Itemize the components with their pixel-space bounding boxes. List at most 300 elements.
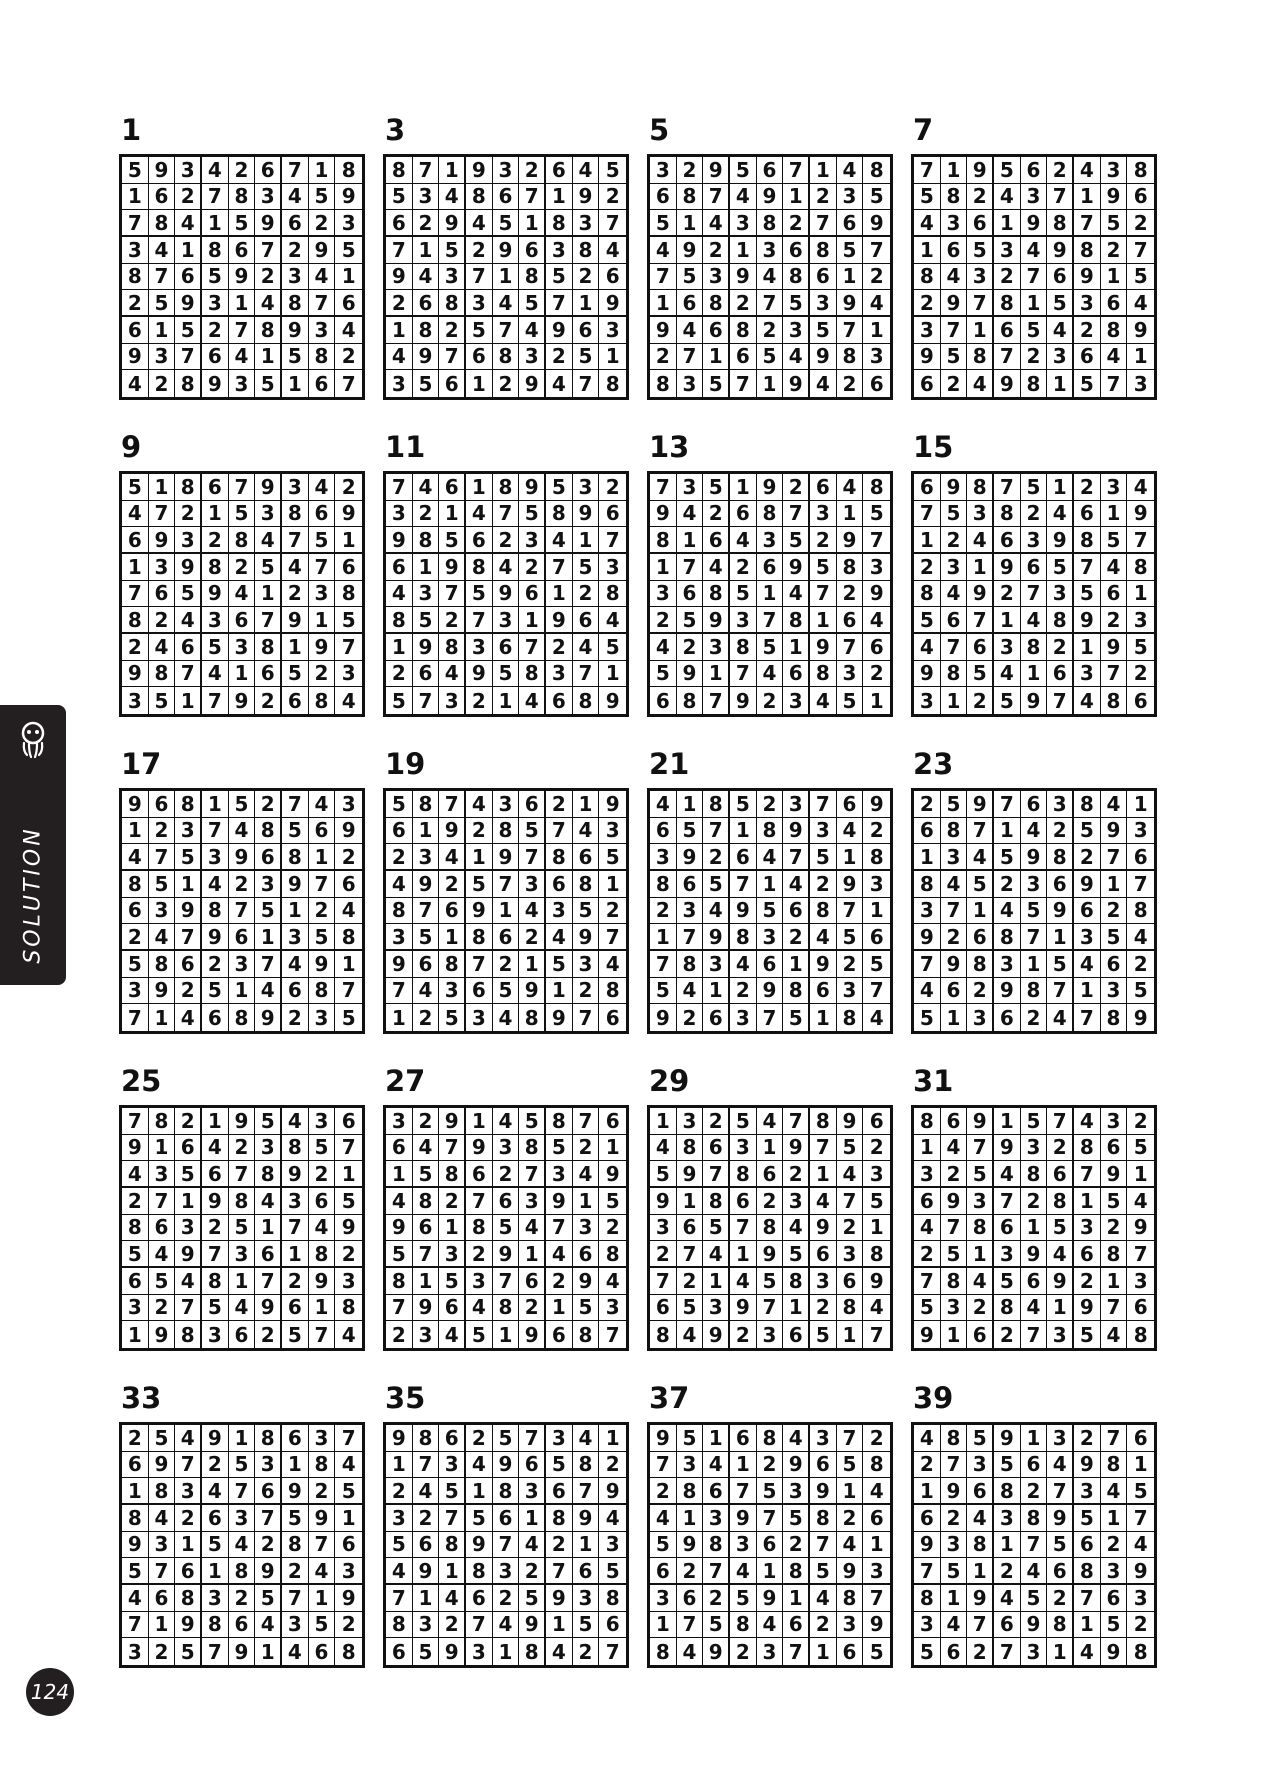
sudoku-cell: 4	[439, 184, 466, 211]
sudoku-cell: 9	[650, 501, 677, 528]
sudoku-cell: 2	[1047, 157, 1074, 184]
sudoku-cell: 8	[519, 1135, 546, 1162]
sudoku-cell: 2	[282, 1268, 309, 1295]
sudoku-cell: 5	[202, 1532, 229, 1559]
sudoku-cell: 9	[783, 818, 810, 845]
sudoku-cell: 2	[229, 1585, 256, 1612]
sudoku-cell: 4	[466, 210, 493, 237]
sudoku-cell: 6	[175, 1558, 202, 1585]
sudoku-cell: 3	[967, 1452, 994, 1479]
sudoku-cell: 6	[605, 1005, 620, 1030]
sudoku-cell: 6	[309, 818, 336, 845]
sudoku-cell: 5	[810, 1558, 837, 1585]
sudoku-cell: 1	[519, 607, 546, 634]
sudoku-cell: 3	[466, 1638, 493, 1665]
sudoku-cell: 6	[439, 474, 466, 501]
sudoku-cell: 1	[122, 1321, 149, 1348]
sudoku-cell: 4	[546, 924, 573, 951]
sudoku-cell: 6	[837, 1268, 864, 1295]
sudoku-cell: 8	[1127, 554, 1154, 581]
sudoku-cell: 5	[341, 1005, 356, 1030]
sudoku-cell: 7	[757, 607, 784, 634]
sudoku-cell: 7	[1047, 1478, 1074, 1505]
sudoku-grid	[911, 788, 1157, 1034]
sudoku-cell: 8	[1047, 844, 1074, 871]
sudoku-cell: 1	[335, 264, 362, 291]
sudoku-cell: 1	[386, 1004, 413, 1031]
sudoku-cell: 8	[677, 184, 704, 211]
sudoku-cell: 4	[229, 581, 256, 608]
sudoku-cell: 8	[341, 1639, 356, 1664]
sudoku-cell: 4	[810, 370, 837, 397]
sudoku-cell: 6	[282, 687, 309, 714]
sudoku-cell: 9	[783, 1135, 810, 1162]
sudoku-cell: 3	[677, 370, 704, 397]
sudoku-cell: 4	[1101, 1478, 1128, 1505]
sudoku-cell: 9	[282, 871, 309, 898]
sudoku-cell: 5	[122, 951, 149, 978]
sudoku-cell: 6	[519, 1268, 546, 1295]
sudoku-cell: 9	[1074, 871, 1101, 898]
sudoku-cell: 1	[519, 210, 546, 237]
sudoku-cell: 7	[439, 344, 466, 371]
sudoku-cell: 8	[546, 1108, 573, 1135]
sudoku-cell: 3	[255, 184, 282, 211]
sudoku-cell: 9	[1047, 1505, 1074, 1532]
sudoku-cell: 5	[869, 1639, 884, 1664]
sudoku-cell: 2	[439, 871, 466, 898]
sudoku-cell: 9	[229, 1638, 256, 1665]
sudoku-cell: 5	[229, 210, 256, 237]
sudoku-cell: 6	[810, 1452, 837, 1479]
sudoku-grid	[383, 154, 629, 400]
sudoku-cell: 7	[255, 951, 282, 978]
sudoku-cell: 9	[386, 527, 413, 554]
sudoku-cell: 8	[810, 1505, 837, 1532]
sudoku-cell: 6	[255, 1241, 282, 1268]
sudoku-cell: 2	[122, 634, 149, 661]
sudoku-cell: 2	[599, 184, 626, 211]
sudoku-cell: 9	[493, 844, 520, 871]
sudoku-cell: 8	[677, 1478, 704, 1505]
sudoku-cell: 6	[941, 607, 968, 634]
sudoku-cell: 8	[546, 1505, 573, 1532]
sudoku-cell: 5	[122, 1558, 149, 1585]
sudoku-cell: 4	[493, 1108, 520, 1135]
sudoku-cell: 2	[783, 474, 810, 501]
sudoku-cell: 2	[677, 1004, 704, 1031]
sudoku-cell: 9	[519, 1321, 546, 1348]
sudoku-cell: 2	[413, 1108, 440, 1135]
sudoku-cell: 4	[439, 1585, 466, 1612]
sudoku-cell: 5	[519, 501, 546, 528]
sudoku-cell: 2	[573, 978, 600, 1005]
sudoku-cell: 6	[730, 844, 757, 871]
sudoku-cell: 9	[175, 898, 202, 925]
sudoku-cell: 6	[519, 237, 546, 264]
sudoku-cell: 6	[229, 924, 256, 951]
sudoku-cell: 7	[546, 818, 573, 845]
sudoku-cell: 4	[967, 527, 994, 554]
sudoku-cell: 7	[703, 184, 730, 211]
sudoku-cell: 1	[941, 157, 968, 184]
sudoku-cell: 7	[282, 527, 309, 554]
sudoku-cell: 1	[1021, 661, 1048, 688]
sudoku-grid	[383, 788, 629, 1034]
sudoku-cell: 8	[175, 1585, 202, 1612]
sudoku-cell: 3	[282, 474, 309, 501]
sudoku-cell: 1	[546, 1295, 573, 1322]
sudoku-cell: 6	[599, 264, 626, 291]
sudoku-cell: 1	[869, 688, 884, 713]
sudoku-cell: 7	[1074, 210, 1101, 237]
sudoku-cell: 6	[493, 634, 520, 661]
sudoku-cell: 4	[914, 634, 941, 661]
sudoku-cell: 3	[757, 237, 784, 264]
sudoku-cell: 5	[493, 1215, 520, 1242]
sudoku-cell: 9	[1047, 898, 1074, 925]
sudoku-cell: 2	[175, 184, 202, 211]
sudoku-cell: 9	[730, 1505, 757, 1532]
sudoku-cell: 5	[282, 1321, 309, 1348]
sudoku-cell: 3	[546, 1161, 573, 1188]
sudoku-cell: 3	[439, 1241, 466, 1268]
sudoku-cell: 7	[341, 371, 356, 396]
sudoku-cell: 8	[810, 1108, 837, 1135]
sudoku-cell: 5	[730, 791, 757, 818]
sudoku-cell: 3	[282, 264, 309, 291]
sudoku-cell: 6	[546, 1478, 573, 1505]
sudoku-cell: 9	[650, 1425, 677, 1452]
sudoku-cell: 7	[149, 1188, 176, 1215]
sudoku-cell: 6	[730, 1188, 757, 1215]
sudoku-cell: 4	[413, 264, 440, 291]
sudoku-cell: 2	[466, 237, 493, 264]
sudoku-cell: 5	[255, 554, 282, 581]
sudoku-cell: 4	[914, 1425, 941, 1452]
sudoku-grid	[119, 1105, 365, 1351]
sudoku-cell: 4	[229, 818, 256, 845]
sudoku-cell: 2	[914, 791, 941, 818]
sudoku-cell: 3	[994, 1505, 1021, 1532]
sudoku-cell: 7	[863, 978, 890, 1005]
sudoku-cell: 5	[413, 607, 440, 634]
sudoku-cell: 4	[413, 1478, 440, 1505]
sudoku-cell: 4	[941, 871, 968, 898]
sudoku-cell: 5	[282, 344, 309, 371]
sudoku-cell: 8	[1047, 1188, 1074, 1215]
sudoku-cell: 7	[1127, 871, 1154, 898]
sudoku-cell: 2	[546, 634, 573, 661]
sudoku-cell: 3	[1101, 978, 1128, 1005]
sudoku-cell: 8	[730, 924, 757, 951]
sudoku-cell: 4	[1047, 317, 1074, 344]
sudoku-cell: 1	[810, 607, 837, 634]
sudoku-cell: 4	[703, 1452, 730, 1479]
sudoku-cell: 9	[282, 1478, 309, 1505]
sudoku-cell: 1	[757, 1558, 784, 1585]
sudoku-cell: 6	[335, 554, 362, 581]
sudoku-cell: 1	[783, 634, 810, 661]
sudoku-cell: 2	[1101, 607, 1128, 634]
sudoku-cell: 8	[122, 1505, 149, 1532]
sudoku-cell: 5	[1047, 554, 1074, 581]
sudoku-cell: 2	[810, 184, 837, 211]
sudoku-cell: 5	[914, 184, 941, 211]
sudoku-cell: 6	[783, 898, 810, 925]
sudoku-cell: 9	[863, 1268, 890, 1295]
sudoku-cell: 8	[282, 1532, 309, 1559]
sudoku-cell: 2	[837, 370, 864, 397]
sudoku-cell: 3	[1021, 1638, 1048, 1665]
page-number: 124	[30, 1680, 70, 1704]
sudoku-cell: 9	[309, 1505, 336, 1532]
sudoku-cell: 5	[335, 1478, 362, 1505]
sudoku-cell: 5	[863, 1188, 890, 1215]
sudoku-cell: 5	[573, 344, 600, 371]
sudoku-cell: 9	[1101, 818, 1128, 845]
sudoku-cell: 8	[519, 1638, 546, 1665]
sudoku-cell: 5	[282, 661, 309, 688]
sudoku-cell: 7	[863, 237, 890, 264]
sudoku-cell: 6	[229, 1612, 256, 1639]
sudoku-cell: 9	[1021, 210, 1048, 237]
sudoku-cell: 9	[703, 1638, 730, 1665]
sudoku-cell: 8	[546, 501, 573, 528]
sudoku-cell: 7	[941, 898, 968, 925]
sudoku-cell: 3	[914, 317, 941, 344]
sudoku-cell: 2	[914, 1452, 941, 1479]
sudoku-cell: 1	[810, 1004, 837, 1031]
sudoku-cell: 5	[650, 1532, 677, 1559]
sudoku-cell: 8	[783, 1558, 810, 1585]
sudoku-cell: 1	[493, 1321, 520, 1348]
sudoku-cell: 4	[757, 661, 784, 688]
sudoku-cell: 2	[967, 184, 994, 211]
sudoku-cell: 8	[573, 1452, 600, 1479]
sudoku-cell: 2	[386, 844, 413, 871]
sudoku-cell: 4	[783, 871, 810, 898]
sudoku-cell: 5	[941, 1241, 968, 1268]
sudoku-cell: 1	[703, 344, 730, 371]
sudoku-cell: 3	[1021, 871, 1048, 898]
sudoku-cell: 3	[202, 1321, 229, 1348]
sudoku-cell: 1	[677, 1505, 704, 1532]
sudoku-cell: 8	[413, 527, 440, 554]
sudoku-cell: 2	[941, 1505, 968, 1532]
sudoku-cell: 2	[466, 818, 493, 845]
sudoku-cell: 9	[730, 898, 757, 925]
sudoku-cell: 9	[439, 818, 466, 845]
sudoku-cell: 2	[202, 527, 229, 554]
sudoku-cell: 7	[1021, 924, 1048, 951]
sudoku-cell: 9	[599, 290, 626, 317]
sudoku-cell: 6	[386, 1638, 413, 1665]
sudoku-cell: 6	[546, 871, 573, 898]
sudoku-cell: 1	[703, 978, 730, 1005]
sudoku-cell: 3	[519, 1478, 546, 1505]
sudoku-cell: 8	[599, 978, 626, 1005]
puzzle-number: 11	[385, 430, 426, 464]
sudoku-cell: 7	[466, 1612, 493, 1639]
sudoku-cell: 6	[863, 924, 890, 951]
sudoku-cell: 8	[573, 1321, 600, 1348]
sudoku-cell: 2	[1127, 1612, 1154, 1639]
sudoku-cell: 9	[573, 501, 600, 528]
sudoku-cell: 8	[202, 1268, 229, 1295]
sudoku-cell: 9	[605, 688, 620, 713]
sudoku-cell: 9	[546, 1585, 573, 1612]
sudoku-cell: 5	[783, 527, 810, 554]
sudoku-cell: 7	[677, 344, 704, 371]
sudoku-cell: 9	[941, 1478, 968, 1505]
sudoku-cell: 4	[386, 1188, 413, 1215]
sudoku-cell: 5	[914, 1638, 941, 1665]
sudoku-cell: 3	[413, 184, 440, 211]
sudoku-cell: 3	[175, 1478, 202, 1505]
sudoku-cell: 6	[967, 924, 994, 951]
sudoku-cell: 3	[783, 687, 810, 714]
sudoku-cell: 3	[335, 791, 362, 818]
sudoku-cell: 5	[335, 237, 362, 264]
sudoku-cell: 2	[466, 687, 493, 714]
sudoku-cell: 4	[1021, 1558, 1048, 1585]
sudoku-cell: 2	[757, 1452, 784, 1479]
sudoku-cell: 1	[519, 1505, 546, 1532]
sudoku-cell: 4	[599, 607, 626, 634]
sudoku-cell: 8	[1021, 978, 1048, 1005]
sudoku-cell: 3	[810, 290, 837, 317]
sudoku-cell: 6	[994, 1215, 1021, 1242]
sudoku-cell: 9	[386, 264, 413, 291]
sudoku-cell: 8	[863, 474, 890, 501]
sudoku-cell: 8	[650, 370, 677, 397]
sudoku-cell: 1	[413, 1268, 440, 1295]
sudoku-cell: 7	[309, 554, 336, 581]
sudoku-cell: 5	[1074, 818, 1101, 845]
sudoku-cell: 6	[229, 237, 256, 264]
sudoku-cell: 9	[309, 951, 336, 978]
sudoku-cell: 7	[1127, 1241, 1154, 1268]
sudoku-cell: 4	[175, 1004, 202, 1031]
sudoku-cell: 4	[1127, 1532, 1154, 1559]
sudoku-cell: 4	[341, 688, 356, 713]
sudoku-cell: 8	[599, 1241, 626, 1268]
sudoku-cell: 9	[1101, 1161, 1128, 1188]
sudoku-cell: 5	[386, 687, 413, 714]
sudoku-cell: 1	[309, 844, 336, 871]
sudoku-cell: 9	[255, 474, 282, 501]
sudoku-cell: 9	[309, 1268, 336, 1295]
sudoku-cell: 2	[599, 1452, 626, 1479]
sudoku-cell: 1	[386, 1452, 413, 1479]
sudoku-cell: 7	[546, 290, 573, 317]
sudoku-cell: 8	[757, 501, 784, 528]
sudoku-cell: 9	[335, 1215, 362, 1242]
sudoku-cell: 6	[1074, 1532, 1101, 1559]
sudoku-cell: 5	[413, 924, 440, 951]
sudoku-cell: 7	[941, 634, 968, 661]
sudoku-cell: 2	[282, 1558, 309, 1585]
sudoku-cell: 4	[703, 554, 730, 581]
sudoku-cell: 7	[335, 634, 362, 661]
sudoku-cell: 5	[255, 370, 282, 397]
sudoku-cell: 4	[309, 264, 336, 291]
sudoku-cell: 9	[122, 661, 149, 688]
sudoku-cell: 7	[967, 1135, 994, 1162]
sudoku-cell: 4	[730, 1558, 757, 1585]
side-tab	[0, 705, 66, 985]
sudoku-cell: 2	[837, 1215, 864, 1242]
sudoku-cell: 8	[914, 871, 941, 898]
sudoku-cell: 1	[994, 1532, 1021, 1559]
sudoku-cell: 9	[914, 344, 941, 371]
sudoku-cell: 2	[255, 1532, 282, 1559]
sudoku-cell: 2	[493, 1161, 520, 1188]
sudoku-cell: 5	[493, 661, 520, 688]
sudoku-cell: 8	[914, 1585, 941, 1612]
sudoku-cell: 6	[783, 661, 810, 688]
sudoku-cell: 1	[519, 1241, 546, 1268]
sudoku-cell: 1	[650, 290, 677, 317]
sudoku-cell: 7	[810, 581, 837, 608]
sudoku-cell: 4	[229, 344, 256, 371]
sudoku-cell: 1	[837, 501, 864, 528]
sudoku-cell: 6	[941, 1638, 968, 1665]
sudoku-cell: 2	[1047, 634, 1074, 661]
sudoku-cell: 1	[1127, 1452, 1154, 1479]
sudoku-cell: 9	[573, 1268, 600, 1295]
sudoku-cell: 8	[914, 1108, 941, 1135]
sudoku-cell: 2	[573, 1638, 600, 1665]
sudoku-cell: 1	[439, 157, 466, 184]
sudoku-cell: 6	[413, 661, 440, 688]
sudoku-cell: 2	[941, 370, 968, 397]
sudoku-cell: 7	[439, 581, 466, 608]
sudoku-cell: 6	[810, 1241, 837, 1268]
sudoku-cell: 6	[335, 290, 362, 317]
sudoku-cell: 5	[386, 1241, 413, 1268]
sudoku-cell: 4	[175, 607, 202, 634]
sudoku-cell: 9	[1101, 634, 1128, 661]
sudoku-cell: 3	[175, 157, 202, 184]
sudoku-cell: 7	[863, 527, 890, 554]
sudoku-cell: 4	[1074, 1108, 1101, 1135]
sudoku-cell: 6	[413, 1215, 440, 1242]
sudoku-cell: 6	[466, 344, 493, 371]
sudoku-cell: 8	[439, 290, 466, 317]
sudoku-cell: 8	[941, 818, 968, 845]
sudoku-cell: 5	[599, 634, 626, 661]
sudoku-cell: 4	[994, 1161, 1021, 1188]
sudoku-cell: 2	[599, 898, 626, 925]
sudoku-cell: 4	[122, 501, 149, 528]
sudoku-cell: 3	[1133, 371, 1148, 396]
sudoku-cell: 3	[335, 661, 362, 688]
sudoku-cell: 5	[1047, 1215, 1074, 1242]
sudoku-cell: 6	[837, 1638, 864, 1665]
sudoku-cell: 9	[546, 1004, 573, 1031]
sudoku-cell: 1	[1127, 791, 1154, 818]
sudoku-cell: 7	[941, 1452, 968, 1479]
sudoku-cell: 3	[1101, 1558, 1128, 1585]
sudoku-cell: 5	[1101, 924, 1128, 951]
sudoku-cell: 5	[677, 1425, 704, 1452]
sudoku-cell: 9	[941, 290, 968, 317]
puzzle-number: 17	[121, 747, 162, 781]
sudoku-cell: 3	[599, 818, 626, 845]
sudoku-cell: 4	[1047, 1004, 1074, 1031]
